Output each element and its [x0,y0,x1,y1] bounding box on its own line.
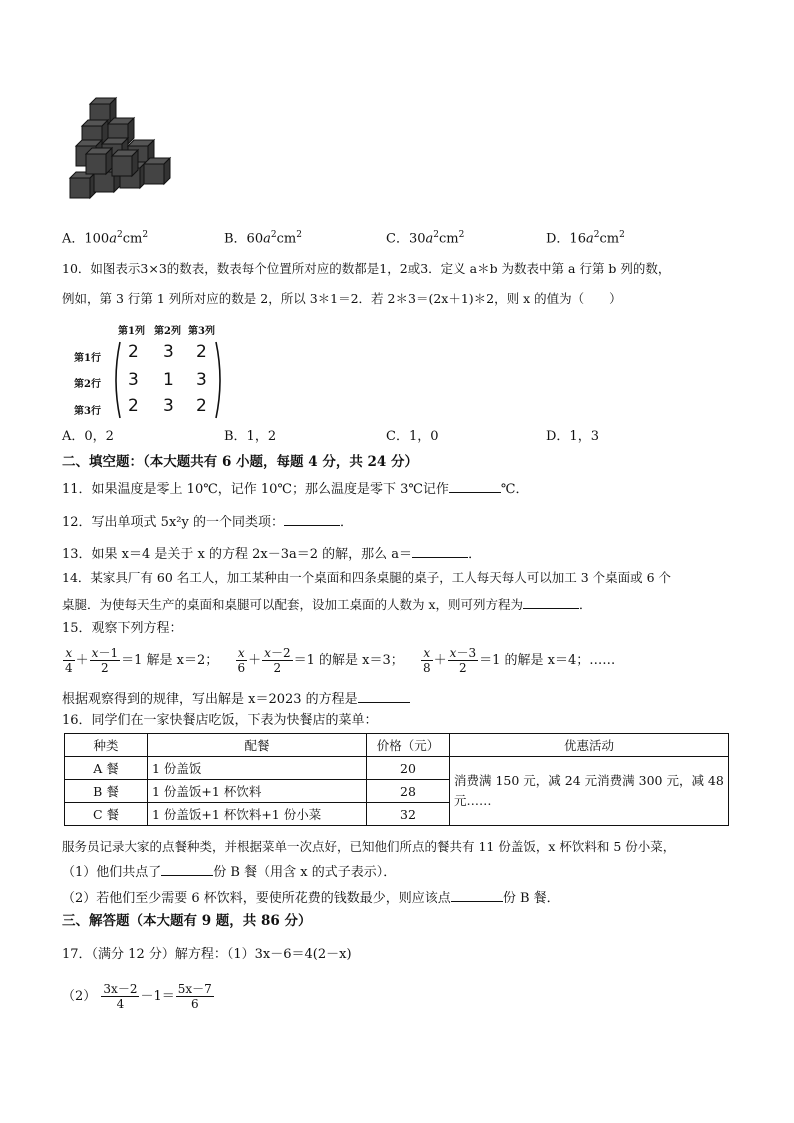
matrix-row-header-2: 第2行 [74,379,101,390]
q11-answer-blank[interactable] [449,479,501,493]
table-row: C 餐 1 份盖饭+1 杯饮料+1 份小菜 32 [65,803,729,826]
q15-eq3-frac1: $\frac{x}{8}$ [423,646,431,675]
q13: 13．如果 x＝4 是关于 x 的方程 2x－3a＝2 的解，那么 a＝ ． [62,544,481,564]
q14-line2: 桌腿．为使每天生产的桌面和桌腿可以配套，设加工桌面的人数为 x，则可列方程为 ． [62,597,592,612]
matrix-cell-2-1: 3 [128,370,139,390]
matrix-cell-3-3: 2 [196,396,207,416]
cube-stack-figure [64,96,174,202]
matrix-cell-3-1: 2 [128,396,139,416]
q10-option-a: A．0，2 [62,429,114,444]
menu-header-price: 价格（元） [367,734,450,757]
q16-sub2: （2）若他们至少需要 6 杯饮料，要使所花费的钱数最少，则应该点 份 B 餐． [62,888,560,908]
menu-discount-cell: 消费满 150 元，减 24 元消费满 300 元，减 48 元…… [450,757,729,826]
table-row: A 餐 1 份盖饭 20 消费满 150 元，减 24 元消费满 300 元，减 48 元…… [65,757,729,780]
q9-options [62,226,702,247]
section2-title: 二、填空题：（本大题共有 6 小题，每题 4 分，共 24 分） [62,454,419,470]
q16-line-after: 服务员记录大家的点餐种类，并根据菜单一次点好，已知他们所点的餐共有 11 份盖饭，x 杯饮料和 5 份小菜， [62,839,676,854]
q9-option-c: C．$30a^2cm^2$ [386,230,465,247]
q15-eq2-frac2: $\frac{x-2}{2}$ [264,646,291,675]
q15-title: 15．观察下列方程： [62,621,183,636]
matrix-row-header-3: 第3行 [74,406,101,417]
q15-eq2-frac1: $\frac{x}{6}$ [237,646,246,675]
q10-option-d: D．1，3 [546,429,599,444]
q17-line1: 17．（满分 12 分）解方程：（1）3x－6＝4(2－x) [62,947,352,962]
q12: 12．写出单项式 5x²y 的一个同类项： ． [62,512,353,532]
q15-equations: $\frac{x}{4}$ ＋ $\frac{x-1}{2}$ ＝1 解是 x＝2； $\frac{x}{6}$ ＋ $\frac{x-2}{2}$ ＝1 的解是 x＝3； $\frac{x}{8}$ ＋ $\frac{x-3}{2}$ ＝1 的解是 x＝4；…… [65,646,616,675]
matrix-col-header-3: 第3列 [188,326,215,337]
menu-header-type: 种类 [65,734,148,757]
q15-line3: 根据观察得到的规律，写出解是 x＝2023 的方程是 [62,689,410,709]
matrix-row-header-1: 第1行 [74,353,101,364]
matrix-cell-1-3: 2 [196,342,207,362]
q15-answer-blank[interactable] [358,689,410,703]
q15-eq1-frac1: $\frac{x}{4}$ [65,646,73,675]
q9-option-b: B．$60a^2cm^2$ [224,230,302,247]
matrix-cell-3-2: 3 [163,396,174,416]
q10-option-b: B．1，2 [224,429,277,444]
menu-table [64,733,729,826]
section3-title: 三、解答题（本大题有 9 题，共 86 分） [62,913,312,929]
menu-header-discount: 优惠活动 [450,734,729,757]
matrix-cell-2-3: 3 [196,370,207,390]
q15-eq1-frac2: $\frac{x-1}{2}$ [91,646,119,675]
q15-eq3-frac2: $\frac{x-3}{2}$ [449,646,477,675]
q16-sub2-answer-blank[interactable] [451,888,503,902]
q13-answer-blank[interactable] [412,544,468,558]
menu-header-combo: 配餐 [148,734,367,757]
q17-frac1: $\frac{3x-2}{4}$ [103,982,138,1011]
q10-line2: 例如，第 3 行第 1 列所对应的数是 2，所以 3＊1＝2．若 2＊3＝(2x＋1)＊2，则 x 的值为（ ） [62,291,622,306]
q10-options [62,428,702,446]
q16-title: 16．同学们在一家快餐店吃饭，下表为快餐店的菜单： [62,713,378,728]
q16-sub1: （1）他们共点了 份 B 餐（用含 x 的式子表示）． [62,862,396,882]
matrix-cell-1-1: 2 [128,342,139,362]
matrix-col-header-2: 第2列 [154,326,181,337]
q17-frac2: $\frac{5x-7}{6}$ [177,982,212,1011]
q10-option-c: C．1，0 [386,429,439,444]
q14-answer-blank[interactable] [523,595,579,609]
q12-answer-blank[interactable] [284,512,340,526]
q11: 11．如果温度是零上 10℃，记作 10℃；那么温度是零下 3℃记作 ℃． [62,479,528,499]
q16-sub1-answer-blank[interactable] [161,862,213,876]
q10-matrix-figure [70,318,240,420]
q9-option-d: D．$16a^2cm^2$ [546,230,625,247]
table-row: B 餐 1 份盖饭+1 杯饮料 28 [65,780,729,803]
matrix-cell-1-2: 3 [163,342,174,362]
q17-sub2: （2） $\frac{3x-2}{4}$ －1＝ $\frac{5x-7}{6}$ [62,982,212,1011]
menu-table-header [65,734,729,757]
matrix-col-header-1: 第1列 [118,326,145,337]
q9-option-a: A．$100a^2cm^2$ [62,230,149,247]
q14-line1: 14．某家具厂有 60 名工人，加工某种由一个桌面和四条桌腿的桌子，工人每天每人可以加工 3 个桌面或 6 个 [62,570,672,585]
matrix-cell-2-2: 1 [163,370,174,390]
q10-line1: 10．如图表示3×3的数表，数表每个位置所对应的数都是1，2或3．定义 a＊b 为数表中第 a 行第 b 列的数， [62,261,671,276]
